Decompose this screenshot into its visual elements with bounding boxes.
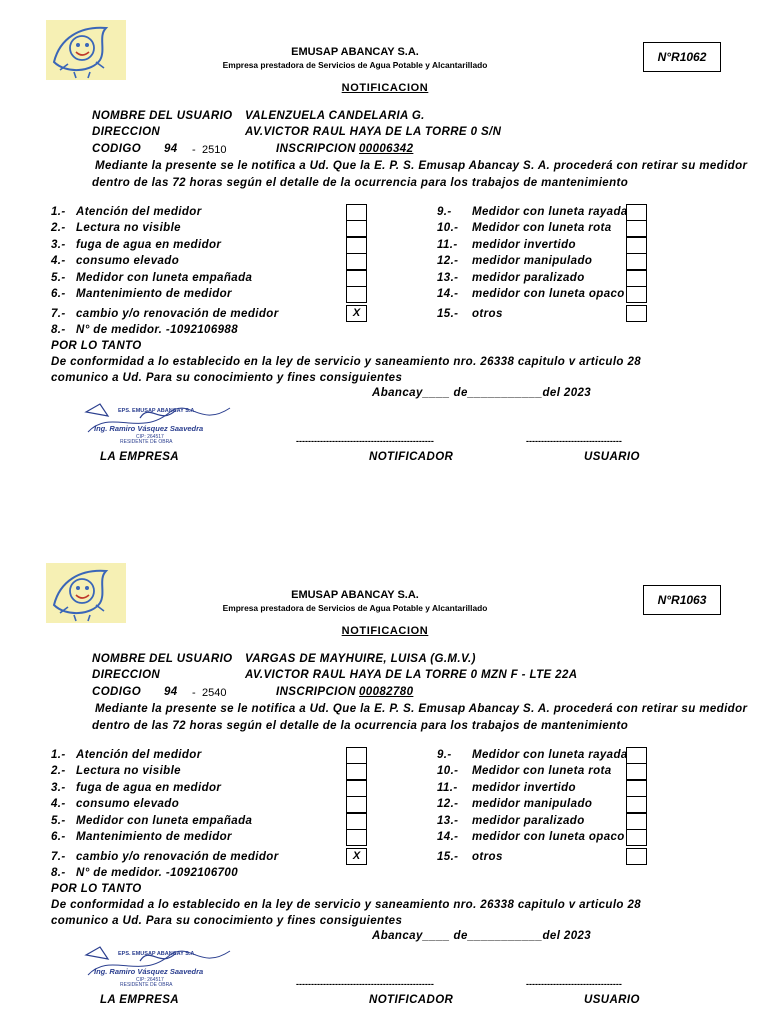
checklist-checkbox[interactable]: X <box>346 848 367 865</box>
checklist-checkbox[interactable] <box>626 270 647 287</box>
stamp-role: RESIDENTE DE OBRA <box>120 982 173 988</box>
checklist-checkbox[interactable] <box>346 237 367 254</box>
checklist-item-label: Atención del medidor <box>76 206 202 218</box>
usuario-signature-line: -------------------------------- <box>526 436 622 446</box>
signature-stamp <box>80 941 242 989</box>
address-label: DIRECCION <box>92 126 161 138</box>
emusap-logo-icon <box>46 20 126 80</box>
checklist-item-label: consumo elevado <box>76 255 180 267</box>
form-number: N°R1063 <box>643 585 721 615</box>
notice-line-1: Mediante la presente se le notifica a Ud. Que la E. P. S. Emusap Abancay S. A. procederá con retirar su medidor <box>95 703 748 715</box>
checklist-item-number: 10.- <box>437 222 459 234</box>
checklist-checkbox[interactable] <box>346 747 367 764</box>
address-label: DIRECCION <box>92 669 161 681</box>
checklist-item-label: Atención del medidor <box>76 749 202 761</box>
checklist-checkbox[interactable] <box>626 796 647 813</box>
notice-line-2: dentro de las 72 horas según el detalle de la ocurrencia para los trabajos de mantenimiento <box>92 177 629 189</box>
checklist-item-label: medidor manipulado <box>472 798 593 810</box>
code-separator: - <box>192 144 196 156</box>
meter-item-number: 8.- <box>51 324 66 336</box>
checklist-item-number: 14.- <box>437 831 459 843</box>
notificador-signature-line: ---------------------------------------------- <box>296 979 434 989</box>
checklist-checkbox[interactable] <box>626 763 647 780</box>
page-title: NOTIFICACION <box>341 82 429 94</box>
user-name-value: VARGAS DE MAYHUIRE, LUISA (G.M.V.) <box>245 653 476 665</box>
checklist-item-number: 13.- <box>437 815 459 827</box>
checklist-item-number: 12.- <box>437 255 459 267</box>
checklist-item-label: Medidor con luneta empañada <box>76 815 253 827</box>
checklist-item-label: Medidor con luneta rayada <box>472 749 628 761</box>
inscripcion-label: INSCRIPCION <box>276 686 356 698</box>
checklist-checkbox[interactable] <box>626 848 647 865</box>
meter-number: N° de medidor. -1092106700 <box>76 867 239 879</box>
checklist-item-number: 15.- <box>437 308 459 320</box>
checklist-item-number: 9.- <box>437 206 452 218</box>
meter-item-number: 8.- <box>51 867 66 879</box>
checklist-checkbox[interactable] <box>626 286 647 303</box>
notification-form <box>0 0 768 470</box>
notificador-label: NOTIFICADOR <box>369 451 454 463</box>
company-name: EMUSAP ABANCAY S.A. <box>291 46 419 58</box>
date-line: Abancay____ de___________del 2023 <box>372 930 592 942</box>
checklist-item-number: 3.- <box>51 239 66 251</box>
code-value: 2540 <box>202 687 227 699</box>
usuario-label: USUARIO <box>584 451 640 463</box>
checklist-item-label: medidor invertido <box>472 239 576 251</box>
page-title: NOTIFICACION <box>341 625 429 637</box>
empresa-label: LA EMPRESA <box>100 994 179 1006</box>
checklist-item-number: 9.- <box>437 749 452 761</box>
code-separator: - <box>192 687 196 699</box>
conformity-line-1: De conformidad a lo establecido en la ley de servicio y saneamiento nro. 26338 capitulo v articulo 28 <box>51 899 642 911</box>
por-lo-tanto: POR LO TANTO <box>51 883 142 895</box>
company-name: EMUSAP ABANCAY S.A. <box>291 589 419 601</box>
notification-form <box>0 543 768 1013</box>
checklist-item-number: 2.- <box>51 765 66 777</box>
checklist-checkbox[interactable] <box>346 204 367 221</box>
checklist-item-label: Medidor con luneta rota <box>472 222 612 234</box>
meter-number: N° de medidor. -1092106988 <box>76 324 239 336</box>
checklist-item-number: 1.- <box>51 749 66 761</box>
checklist-checkbox[interactable] <box>626 747 647 764</box>
checklist-checkbox[interactable] <box>626 305 647 322</box>
code-prefix: 94 <box>164 686 178 698</box>
checklist-checkbox[interactable] <box>626 829 647 846</box>
checklist-item-number: 5.- <box>51 272 66 284</box>
checklist-checkbox[interactable] <box>626 813 647 830</box>
signature-stamp <box>80 398 242 446</box>
inscripcion-value: 00082780 <box>359 686 414 698</box>
checklist-item-label: medidor manipulado <box>472 255 593 267</box>
emusap-logo-icon <box>46 563 126 623</box>
conformity-line-2: comunico a Ud. Para su conocimiento y fines consiguientes <box>51 372 403 384</box>
checklist-item-number: 1.- <box>51 206 66 218</box>
stamp-cip: CIP: 264517 <box>136 434 164 440</box>
checklist-checkbox[interactable] <box>346 220 367 237</box>
checklist-checkbox[interactable] <box>346 796 367 813</box>
conformity-line-2: comunico a Ud. Para su conocimiento y fines consiguientes <box>51 915 403 927</box>
code-label: CODIGO <box>92 143 142 155</box>
checklist-checkbox[interactable]: X <box>346 305 367 322</box>
checklist-item-number: 12.- <box>437 798 459 810</box>
conformity-line-1: De conformidad a lo establecido en la ley de servicio y saneamiento nro. 26338 capitulo v articulo 28 <box>51 356 642 368</box>
code-label: CODIGO <box>92 686 142 698</box>
checklist-checkbox[interactable] <box>346 813 367 830</box>
checklist-item-number: 11.- <box>437 782 458 794</box>
empresa-label: LA EMPRESA <box>100 451 179 463</box>
por-lo-tanto: POR LO TANTO <box>51 340 142 352</box>
checklist-item-number: 4.- <box>51 255 66 267</box>
user-name-label: NOMBRE DEL USUARIO <box>92 653 233 665</box>
address-value: AV.VICTOR RAUL HAYA DE LA TORRE 0 S/N <box>245 126 502 138</box>
usuario-signature-line: -------------------------------- <box>526 979 622 989</box>
stamp-name: Ing. Ramiro Vásquez Saavedra <box>94 424 204 433</box>
company-subtitle: Empresa prestadora de Servicios de Agua Potable y Alcantarillado <box>222 60 488 70</box>
checklist-item-label: Medidor con luneta rayada <box>472 206 628 218</box>
checklist-item-number: 6.- <box>51 831 66 843</box>
checklist-item-label: consumo elevado <box>76 798 180 810</box>
checklist-checkbox[interactable] <box>346 270 367 287</box>
checklist-item-label: Medidor con luneta empañada <box>76 272 253 284</box>
date-line: Abancay____ de___________del 2023 <box>372 387 592 399</box>
checklist-item-label: medidor con luneta opaco <box>472 831 625 843</box>
checklist-item-number: 7.- <box>51 308 66 320</box>
usuario-label: USUARIO <box>584 994 640 1006</box>
stamp-org: EPS. EMUSAP ABANCAY S.A. <box>118 951 196 957</box>
code-value: 2510 <box>202 144 227 156</box>
address-value: AV.VICTOR RAUL HAYA DE LA TORRE 0 MZN F - LTE 22A <box>245 669 578 681</box>
code-prefix: 94 <box>164 143 178 155</box>
checklist-item-label: Medidor con luneta rota <box>472 765 612 777</box>
checklist-checkbox[interactable] <box>346 780 367 797</box>
checklist-item-label: fuga de agua en medidor <box>76 782 222 794</box>
checklist-item-number: 13.- <box>437 272 459 284</box>
checklist-item-number: 15.- <box>437 851 459 863</box>
checklist-item-number: 4.- <box>51 798 66 810</box>
checklist-checkbox[interactable] <box>626 204 647 221</box>
checklist-item-label: Lectura no visible <box>76 222 181 234</box>
stamp-name: Ing. Ramiro Vásquez Saavedra <box>94 967 204 976</box>
checklist-item-number: 10.- <box>437 765 459 777</box>
checklist-item-number: 3.- <box>51 782 66 794</box>
checklist-item-number: 7.- <box>51 851 66 863</box>
checklist-item-label: cambio y/o renovación de medidor <box>76 851 279 863</box>
checklist-checkbox[interactable] <box>346 253 367 270</box>
inscripcion-value: 00006342 <box>359 143 414 155</box>
checklist-item-label: Mantenimiento de medidor <box>76 831 232 843</box>
inscripcion-label: INSCRIPCION <box>276 143 356 155</box>
checklist-item-label: otros <box>472 851 503 863</box>
checklist-item-label: Lectura no visible <box>76 765 181 777</box>
checklist-item-number: 14.- <box>437 288 459 300</box>
checklist-checkbox[interactable] <box>346 763 367 780</box>
checklist-checkbox[interactable] <box>626 237 647 254</box>
checklist-item-label: fuga de agua en medidor <box>76 239 222 251</box>
checklist-item-label: medidor paralizado <box>472 272 585 284</box>
company-subtitle: Empresa prestadora de Servicios de Agua Potable y Alcantarillado <box>222 603 488 613</box>
checklist-item-number: 5.- <box>51 815 66 827</box>
user-name-value: VALENZUELA CANDELARIA G. <box>245 110 425 122</box>
stamp-cip: CIP: 264517 <box>136 977 164 983</box>
user-name-label: NOMBRE DEL USUARIO <box>92 110 233 122</box>
form-number: N°R1062 <box>643 42 721 72</box>
checklist-checkbox[interactable] <box>626 220 647 237</box>
checklist-item-label: medidor invertido <box>472 782 576 794</box>
notificador-label: NOTIFICADOR <box>369 994 454 1006</box>
checklist-item-label: otros <box>472 308 503 320</box>
checklist-item-label: cambio y/o renovación de medidor <box>76 308 279 320</box>
notice-line-2: dentro de las 72 horas según el detalle de la ocurrencia para los trabajos de mantenimiento <box>92 720 629 732</box>
checklist-checkbox[interactable] <box>346 829 367 846</box>
checklist-item-number: 2.- <box>51 222 66 234</box>
checklist-checkbox[interactable] <box>346 286 367 303</box>
checklist-item-number: 6.- <box>51 288 66 300</box>
checklist-item-number: 11.- <box>437 239 458 251</box>
checklist-checkbox[interactable] <box>626 780 647 797</box>
checklist-item-label: Mantenimiento de medidor <box>76 288 232 300</box>
stamp-org: EPS. EMUSAP ABANCAY S.A. <box>118 408 196 414</box>
notificador-signature-line: ---------------------------------------------- <box>296 436 434 446</box>
notice-line-1: Mediante la presente se le notifica a Ud. Que la E. P. S. Emusap Abancay S. A. procederá con retirar su medidor <box>95 160 748 172</box>
checklist-item-label: medidor paralizado <box>472 815 585 827</box>
stamp-role: RESIDENTE DE OBRA <box>120 439 173 445</box>
checklist-checkbox[interactable] <box>626 253 647 270</box>
checklist-item-label: medidor con luneta opaco <box>472 288 625 300</box>
